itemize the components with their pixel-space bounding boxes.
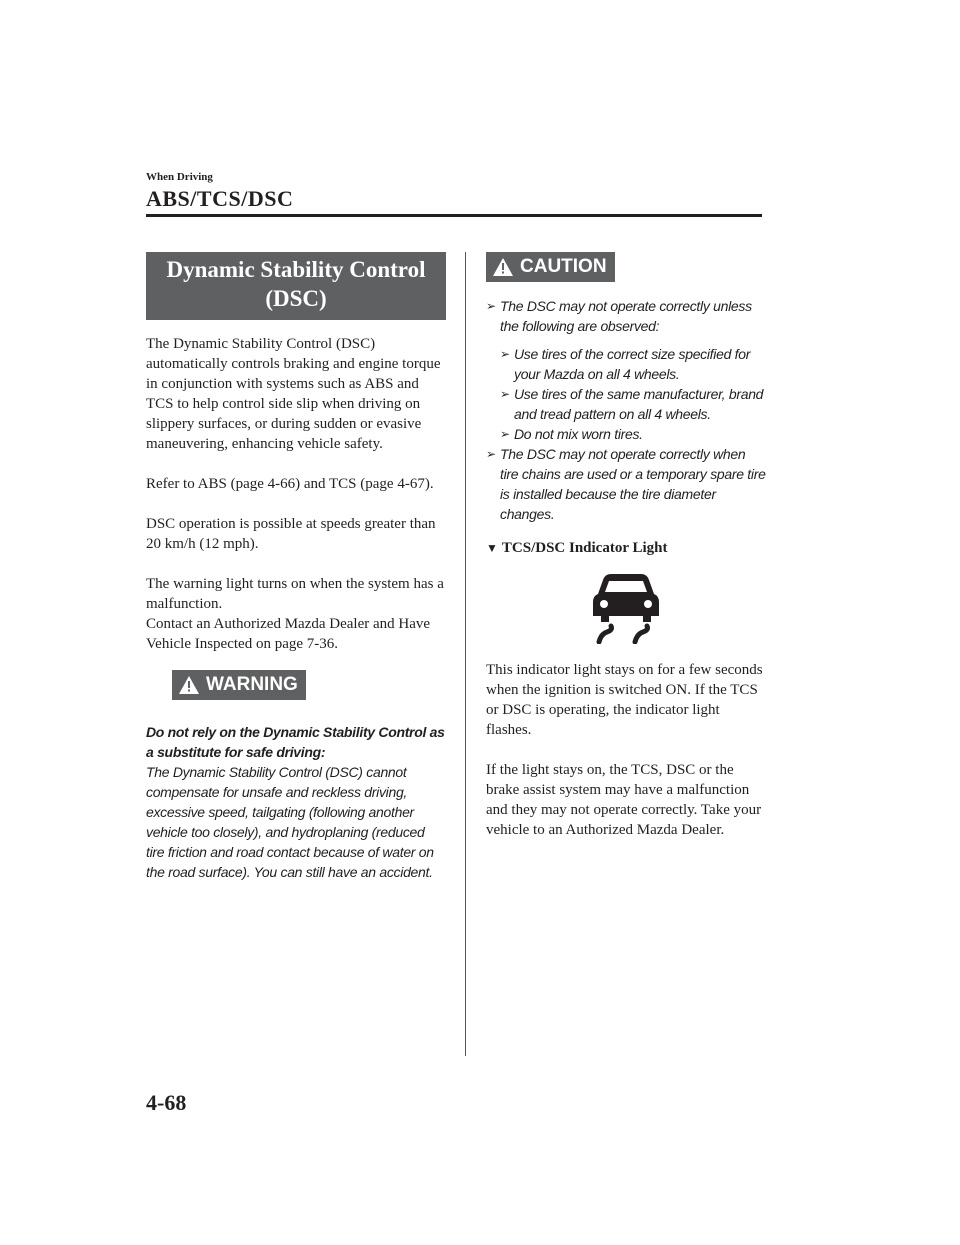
warning-label: WARNING [206, 674, 298, 695]
tcs-dsc-skid-car-icon [591, 572, 661, 644]
caution-sub-item-1: ➢ Use tires of the correct size specified for your Mazda on all 4 wheels. [500, 346, 751, 382]
bullet-arrow-icon: ➢ [500, 427, 510, 441]
warning-badge [172, 670, 306, 700]
bullet-arrow-icon: ➢ [500, 347, 510, 361]
column-divider [465, 252, 466, 1056]
dsc-intro-paragraph: The Dynamic Stability Control (DSC) automatically controls braking and engine torque in conjunction with systems such as ABS and TCS to help control side slip when driving on slippery surfaces, or during sudden or evasive maneuvering, enhancing vehicle safety. [146, 336, 441, 452]
title-rule [146, 214, 762, 217]
caution-label: CAUTION [520, 256, 607, 277]
caution-badge [486, 252, 615, 282]
warning-light-paragraph: The warning light turns on when the system has a malfunction. [146, 576, 444, 612]
right-column [486, 252, 766, 840]
warning-body: The Dynamic Stability Control (DSC) cannot compensate for unsafe and reckless driving, excessive speed, tailgating (following another vehicle too closely), and hydroplaning (reduced tire friction and road contact because of water on the road surface). You can still have an accident. [146, 764, 434, 880]
warning-badge-wrap [146, 670, 446, 700]
bullet-arrow-icon: ➢ [486, 299, 496, 313]
caution-item-2: ➢ The DSC may not operate correctly when tire chains are used or a temporary spare tire is installed because the tire diameter changes. [486, 446, 766, 522]
warning-triangle-icon [178, 675, 200, 695]
page-title: ABS/TCS/DSC [146, 186, 294, 211]
section-label: When Driving [146, 171, 213, 183]
dealer-paragraph: Contact an Authorized Mazda Dealer and Have Vehicle Inspected on page 7-36. [146, 616, 431, 652]
indicator-icon-wrap [486, 558, 766, 660]
indicator-paragraph-1: This indicator light stays on for a few seconds when the ignition is switched ON. If the TCS or DSC is operating, the indicator light flashes. [486, 662, 763, 738]
page-number: 4-68 [146, 1090, 187, 1115]
bullet-arrow-icon: ➢ [500, 387, 510, 401]
warning-lead: Do not rely on the Dynamic Stability Control as a substitute for safe driving: [146, 724, 445, 760]
refer-paragraph: Refer to ABS (page 4-66) and TCS (page 4-67). [146, 476, 434, 492]
caution-sub-item-2: ➢ Use tires of the same manufacturer, brand and tread pattern on all 4 wheels. [500, 386, 764, 422]
caution-triangle-icon [492, 257, 514, 277]
caution-item-1: ➢ The DSC may not operate correctly unless the following are observed: [486, 298, 752, 334]
indicator-heading: ▼ TCS/DSC Indicator Light [486, 540, 668, 556]
speed-paragraph: DSC operation is possible at speeds greater than 20 km/h (12 mph). [146, 516, 436, 552]
triangle-down-icon: ▼ [486, 541, 498, 555]
bullet-arrow-icon: ➢ [486, 447, 496, 461]
indicator-paragraph-2: If the light stays on, the TCS, DSC or the brake assist system may have a malfunction and they may not operate correctly. Take your vehicle to an Authorized Mazda Dealer. [486, 762, 762, 838]
caution-sub-item-3: ➢ Do not mix worn tires. [500, 426, 643, 442]
dsc-heading: Dynamic Stability Control (DSC) [146, 252, 446, 320]
left-column [146, 252, 446, 882]
